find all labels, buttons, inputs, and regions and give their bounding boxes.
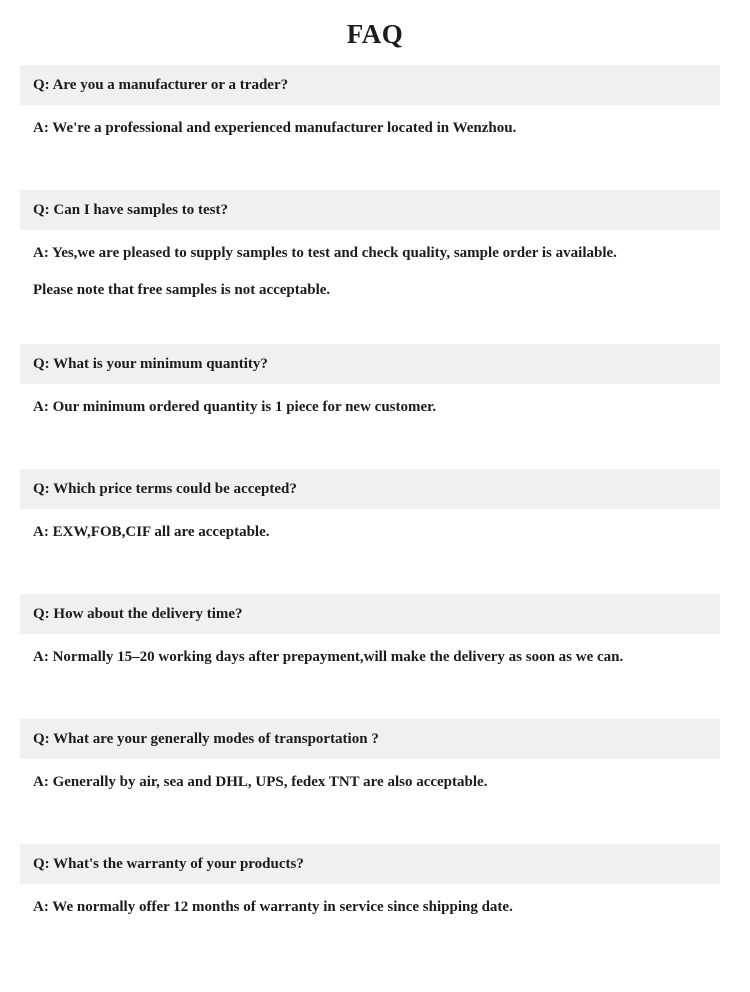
faq-question-bar [20,190,720,230]
faq-answer-text: Please note that free samples is not acceptable. [33,282,331,298]
faq-item [0,190,750,302]
faq-answer-text: A: Normally 15–20 working days after prepayment,will make the delivery as soon as we can. [33,649,624,665]
faq-question-bar [20,344,720,384]
faq-question-bar [20,844,720,884]
faq-question-bar [20,594,720,634]
faq-question-text: Q: Can I have samples to test? [33,201,228,218]
faq-page [0,18,750,919]
faq-answers [33,645,720,669]
faq-question-text: Q: Which price terms could be accepted? [33,480,297,497]
faq-answer-text: A: We're a professional and experienced manufacturer located in Wenzhou. [33,120,517,136]
faq-answers [33,395,720,419]
faq-item [0,469,750,544]
faq-question-text: Q: What is your minimum quantity? [33,355,268,372]
faq-question-bar [20,719,720,759]
faq-answers [33,895,720,919]
faq-answers [33,520,720,544]
faq-answer-text: A: EXW,FOB,CIF all are acceptable. [33,524,270,540]
faq-answer-text: A: We normally offer 12 months of warranty in service since shipping date. [33,899,513,915]
faq-question-bar [20,65,720,105]
faq-question-text: Q: How about the delivery time? [33,605,243,622]
faq-question-text: Q: What's the warranty of your products? [33,855,304,872]
faq-item [0,594,750,669]
faq-question-text: Q: What are your generally modes of transportation ? [33,730,379,747]
faq-answers [33,116,720,140]
faq-answers [33,241,720,302]
faq-question-text: Q: Are you a manufacturer or a trader? [33,76,289,93]
faq-list [0,65,750,919]
faq-answer-text: A: Our minimum ordered quantity is 1 piece for new customer. [33,399,437,415]
faq-item [0,844,750,919]
page-title: FAQ [346,19,404,49]
faq-answer-text: A: Yes,we are pleased to supply samples to test and check quality, sample order is available. [33,245,617,261]
faq-item [0,65,750,140]
faq-answer-text: A: Generally by air, sea and DHL, UPS, fedex TNT are also acceptable. [33,774,488,790]
faq-item [0,719,750,794]
faq-question-bar [20,469,720,509]
faq-item [0,344,750,419]
faq-answers [33,770,720,794]
